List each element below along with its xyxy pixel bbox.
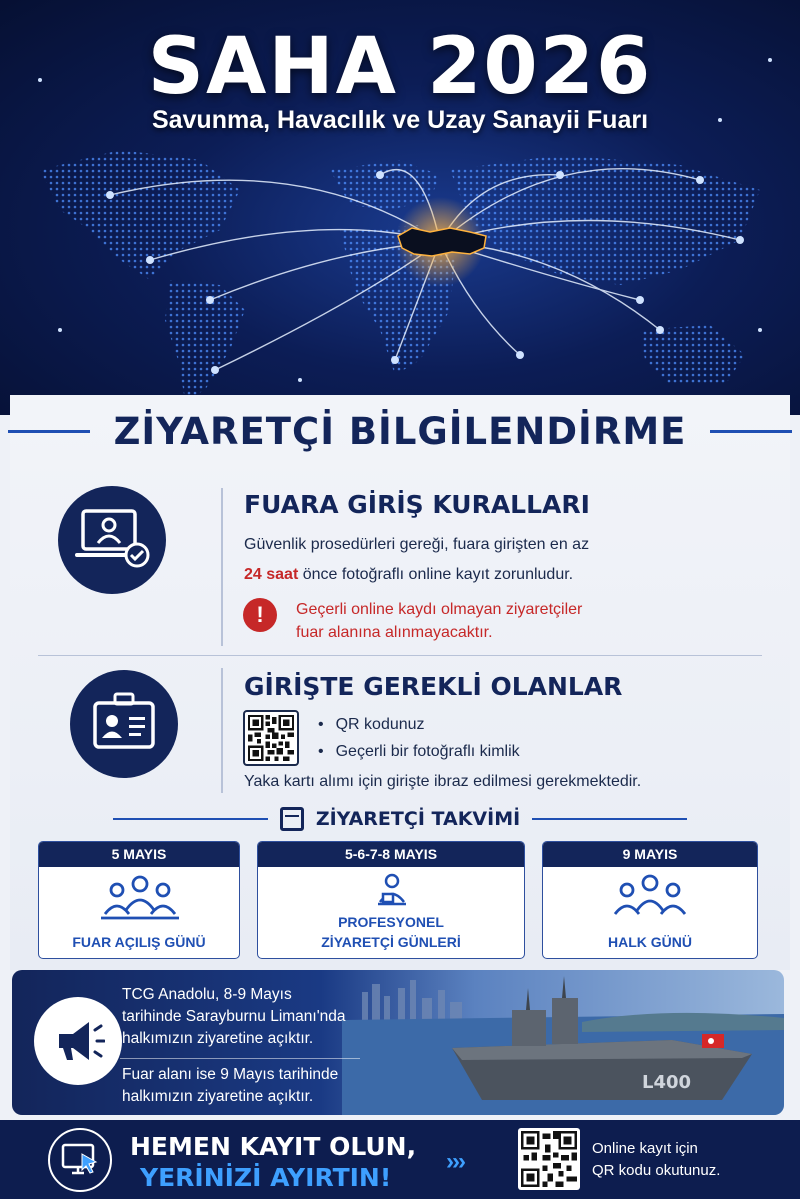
requirement-item: • QR kodunuz <box>318 711 520 738</box>
entry-rules-line1: Güvenlik prosedürleri gereği, fuara girişten en az <box>244 536 590 553</box>
professional-icon <box>374 872 410 908</box>
qr-note <box>592 1138 720 1182</box>
hero-banner <box>0 0 800 415</box>
title-rule-right <box>710 430 792 433</box>
title-rule-left <box>8 430 90 433</box>
calendar-rule-left <box>113 818 268 820</box>
entry-rules-heading: FUARA GİRİŞ KURALLARI <box>244 490 590 519</box>
card-label-line2: ZİYARETÇİ GÜNLERİ <box>321 934 461 950</box>
cta-line2: YERİNİZİ AYIRTIN! <box>140 1163 392 1192</box>
calendar-rule-right <box>532 818 687 820</box>
entry-rules-highlight: 24 saat <box>244 566 299 583</box>
requirements-list <box>318 711 520 765</box>
computer-click-icon <box>48 1128 112 1192</box>
registration-qr-code[interactable] <box>518 1128 580 1190</box>
warning-line2: fuar alanına alınmayacaktır. <box>296 624 493 641</box>
entry-warning <box>296 598 582 644</box>
event-subtitle: Savunma, Havacılık ve Uzay Sanayii Fuarı <box>151 106 649 134</box>
event-line2: tarihinde Sarayburnu Limanı'nda <box>122 1008 346 1025</box>
divider-vertical-2 <box>221 668 223 793</box>
requirement-item: • Geçerli bir fotoğraflı kimlik <box>318 738 520 765</box>
card-date: 5 MAYIS <box>39 842 239 867</box>
requirements-note: Yaka kartı alımı için girişte ibraz edilmesi gerekmektedir. <box>244 773 642 790</box>
laptop-user-check-icon <box>58 486 166 594</box>
id-badge-icon <box>70 670 178 778</box>
warning-line1: Geçerli online kaydı olmayan ziyaretçiler <box>296 601 583 618</box>
event-line3: halkımızın ziyaretine açıktır. <box>122 1030 314 1047</box>
warning-icon: ! <box>243 598 277 632</box>
card-date: 9 MAYIS <box>543 842 757 867</box>
footer-cta <box>0 1120 800 1199</box>
people-icon <box>607 874 693 922</box>
calendar-title-text: ZİYARETÇİ TAKVİMİ <box>315 808 521 830</box>
cta-line1: HEMEN KAYIT OLUN, <box>130 1132 417 1161</box>
info-section-title <box>0 410 800 453</box>
calendar-icon <box>280 807 304 831</box>
card-date: 5-6-7-8 MAYIS <box>258 842 524 867</box>
calendar-card-opening <box>38 841 240 959</box>
calendar-card-professional <box>257 841 525 959</box>
section-divider <box>38 655 762 656</box>
entry-rules-line2: önce fotoğraflı online kayıt zorunludur. <box>298 566 574 583</box>
group-icon <box>97 874 183 922</box>
warship-image <box>342 970 784 1115</box>
event-title: SAHA 2026 <box>147 22 653 112</box>
card-label: FUAR AÇILIŞ GÜNÜ <box>72 934 206 950</box>
event-divider <box>120 1058 360 1059</box>
card-label: HALK GÜNÜ <box>608 934 692 950</box>
event-line1: TCG Anadolu, 8-9 Mayıs <box>122 986 292 1003</box>
qr-code-icon <box>243 710 299 766</box>
turkey-shape <box>398 228 486 256</box>
megaphone-icon <box>34 997 122 1085</box>
event-line5: halkımızın ziyaretine açıktır. <box>122 1088 314 1105</box>
info-title: ZİYARETÇİ BİLGİLENDİRME <box>113 410 687 453</box>
event-text-secondary <box>122 1064 338 1108</box>
entry-rules-text <box>244 530 589 590</box>
arrows-icon: ››› <box>446 1148 464 1175</box>
calendar-title <box>0 807 800 831</box>
qr-note-line2: QR kodu okutunuz. <box>592 1162 721 1179</box>
card-label-line1: PROFESYONEL <box>338 914 444 930</box>
event-line4: Fuar alanı ise 9 Mayıs tarihinde <box>122 1066 339 1083</box>
ship-hull-number: L400 <box>642 1072 692 1093</box>
qr-note-line1: Online kayıt için <box>592 1140 698 1157</box>
event-text-main <box>122 984 346 1050</box>
divider-vertical <box>221 488 223 646</box>
requirements-heading: GİRİŞTE GEREKLİ OLANLAR <box>244 672 623 701</box>
calendar-card-public <box>542 841 758 959</box>
